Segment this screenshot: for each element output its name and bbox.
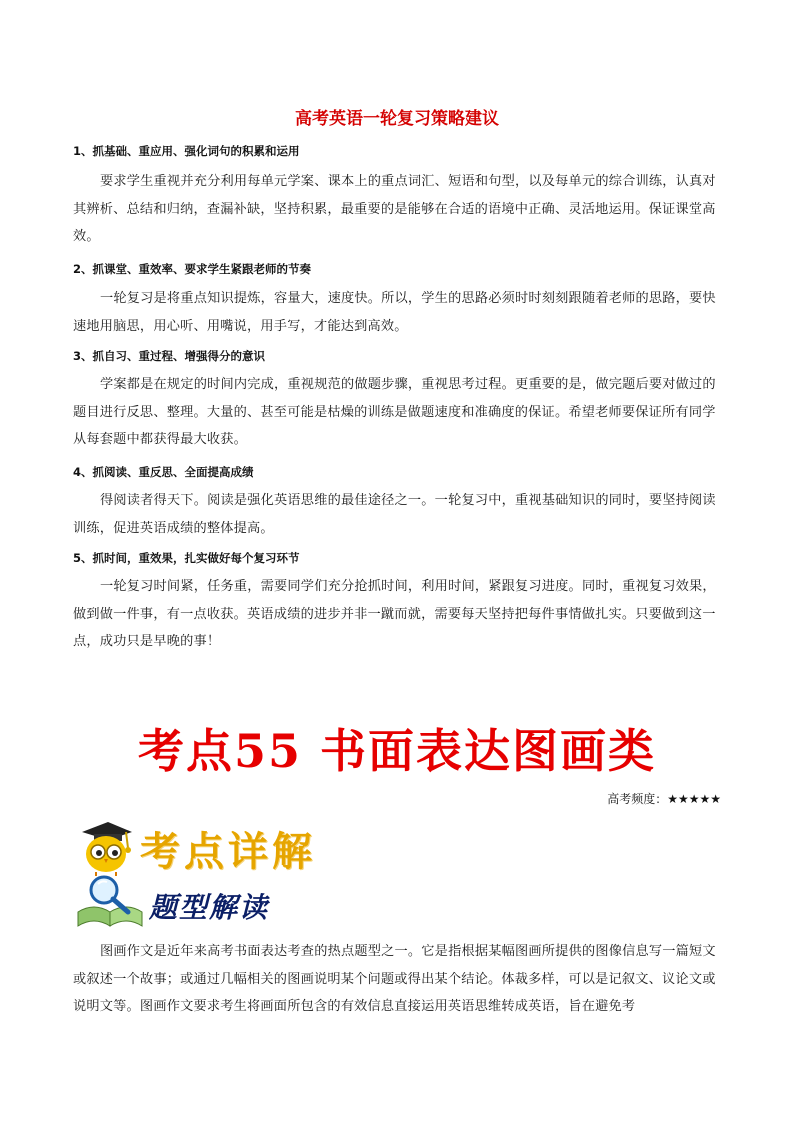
frequency-stars: ★★★★★ (667, 792, 721, 806)
banner-detail (74, 818, 374, 878)
magnifier-book-icon (74, 872, 146, 928)
exam-frequency (607, 790, 721, 807)
document-title: 高考英语一轮复习策略建议 (295, 109, 499, 129)
section-body-5: 一轮复习时间紧，任务重，需要同学们充分抢抓时间，利用时间，紧跟复习进度。同时，重视复习效果，做到做一件事，有一点收获。英语成绩的进步并非一蹴而就，需要每天坚持把每件事情做扎实。只要做到这一点，成功只是早晚的事！ (73, 579, 716, 649)
section-body-2: 一轮复习是将重点知识提炼，容量大，速度快。所以，学生的思路必须时时刻刻跟随着老师的思路，要快速地用脑思，用心听、用嘴说，用手写，才能达到高效。 (73, 291, 716, 334)
banner-reading (74, 872, 374, 928)
banner-detail-label: 考点详解 (140, 828, 316, 875)
section-body-4: 得阅读者得天下。阅读是强化英语思维的最佳途径之一。一轮复习中，重视基础知识的同时，要坚持阅读训练，促进英语成绩的整体提高。 (73, 493, 716, 536)
section-heading-5: 5、抓时间，重效果，扎实做好每个复习环节 (73, 551, 300, 565)
section-heading-1: 1、抓基础、重应用、强化词句的积累和运用 (73, 144, 300, 158)
section-body-1: 要求学生重视并充分利用每单元学案、课本上的重点词汇、短语和句型，以及每单元的综合训练，认真对其辨析、总结和归纳，查漏补缺，坚持积累，最重要的是能够在合适的语境中正确、灵活地运用。保证课堂高效。 (73, 174, 716, 244)
frequency-label: 高考频度： (607, 792, 668, 806)
section-heading-3: 3、抓自习、重过程、增强得分的意识 (73, 349, 265, 363)
section-heading-2: 2、抓课堂、重效率、要求学生紧跟老师的节奏 (73, 262, 311, 276)
banner-reading-label: 题型解读 (149, 891, 270, 924)
topic-intro-paragraph: 图画作文是近年来高考书面表达考查的热点题型之一。它是指根据某幅图画所提供的图像信息写一篇短文或叙述一个故事；或通过几幅相关的图画说明某个问题或得出某个结论。体裁多样，可以是记叙文、议论文或说明文等。图画作文要求考生将画面所包含的有效信息直接运用英语思维转成英语，旨在避免考 (73, 944, 716, 1014)
section-heading-4: 4、抓阅读、重反思、全面提高成绩 (73, 465, 254, 479)
section-body-3: 学案都是在规定的时间内完成，重视规范的做题步骤，重视思考过程。更重要的是，做完题后要对做过的题目进行反思、整理。大量的、甚至可能是枯燥的训练是做题速度和准确度的保证。希望老师要保证所有同学从每套题中都获得最大收获。 (73, 377, 716, 447)
owl-graduate-icon (74, 818, 138, 878)
topic-title: 考点55 书面表达图画类 (137, 724, 657, 778)
